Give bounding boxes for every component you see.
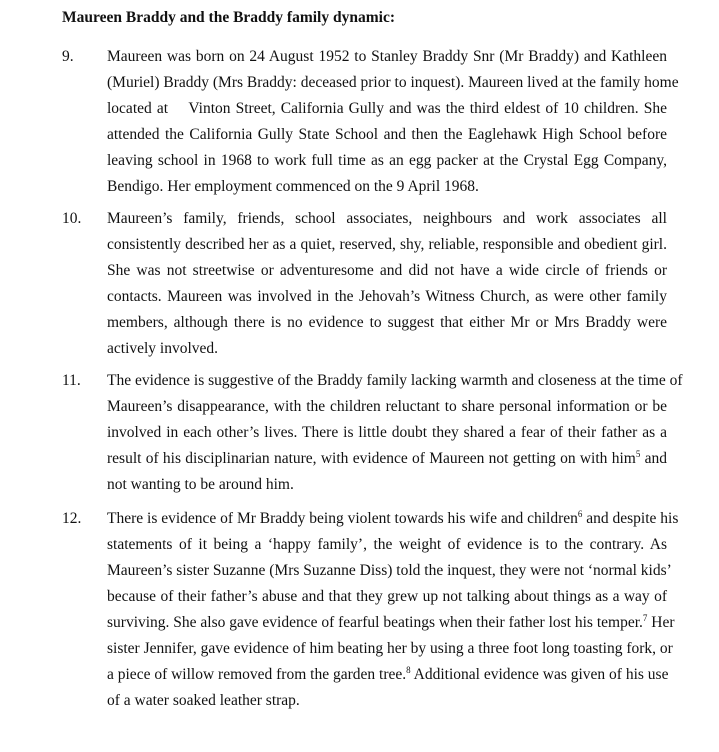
text-line: because of their father’s abuse and that they grew up not talking about things as a way of [107, 588, 667, 605]
text-line: located at Vinton Street, California Gully and was the third eldest of 10 children. She [107, 100, 667, 117]
text-line: leaving school in 1968 to work full time as an egg packer at the Crystal Egg Company, [107, 152, 667, 169]
text-line: Maureen’s sister Suzanne (Mrs Suzanne Diss) told the inquest, they were not ‘normal kids’ [107, 562, 672, 579]
text-line: of a water soaked leather strap. [107, 692, 300, 709]
text-segment: and [644, 450, 667, 467]
text-segment: surviving. She also gave evidence of fearful beatings when their father lost his temper. [107, 614, 643, 631]
paragraph-text [107, 206, 667, 362]
text-line: sister Jennifer, gave evidence of him beating her by using a three foot long toasting fork, or [107, 640, 673, 657]
footnote-ref-6: 6 [577, 509, 583, 519]
text-segment: Her [651, 614, 675, 631]
footnote-ref-5: 5 [635, 449, 641, 459]
text-line: Maureen’s family, friends, school associates, neighbours and work associates all [107, 210, 667, 227]
text-line [107, 446, 667, 472]
text-line [107, 610, 675, 636]
footnote-ref-7: 7 [642, 613, 648, 623]
text-line: attended the California Gully State School and then the Eaglehawk High School before [107, 126, 667, 143]
text-line [107, 506, 679, 532]
text-segment: Additional evidence was given of his use [413, 666, 669, 683]
text-line: members, although there is no evidence to suggest that either Mr or Mrs Braddy were [107, 314, 667, 331]
paragraph-number: 12. [62, 510, 82, 527]
text-line: (Muriel) Braddy (Mrs Braddy: deceased prior to inquest). Maureen lived at the family home [107, 74, 679, 91]
text-segment: result of his disciplinarian nature, with evidence of Maureen not getting on with him [107, 450, 636, 467]
paragraph-number: 10. [62, 210, 82, 227]
text-line: Maureen’s disappearance, with the children reluctant to share personal information or be [107, 398, 667, 415]
paragraph-text [107, 44, 679, 200]
text-line: Bendigo. Her employment commenced on the 9 April 1968. [107, 178, 479, 195]
text-line: Maureen was born on 24 August 1952 to Stanley Braddy Snr (Mr Braddy) and Kathleen [107, 48, 667, 65]
paragraph-number: 11. [62, 372, 81, 389]
text-line: statements of it being a ‘happy family’, the weight of evidence is to the contrary. As [107, 536, 667, 553]
paragraph-text [107, 368, 683, 498]
paragraph-text [107, 506, 679, 714]
text-line: actively involved. [107, 340, 219, 357]
section-heading: Maureen Braddy and the Braddy family dynamic: [62, 9, 395, 26]
text-segment: There is evidence of Mr Braddy being violent towards his wife and children [107, 510, 578, 527]
text-line: not wanting to be around him. [107, 476, 294, 493]
text-line: The evidence is suggestive of the Braddy family lacking warmth and closeness at the time of [107, 372, 683, 389]
text-line: consistently described her as a quiet, reserved, shy, reliable, responsible and obedient girl. [107, 236, 667, 253]
text-segment: a piece of willow removed from the garden tree. [107, 666, 407, 683]
text-line: involved in each other’s lives. There is little doubt they shared a fear of their father as a [107, 424, 667, 441]
text-segment: and despite his [586, 510, 679, 527]
text-line: She was not streetwise or adventuresome and did not have a wide circle of friends or [107, 262, 667, 279]
footnote-ref-8: 8 [406, 665, 411, 675]
text-line [107, 662, 667, 688]
text-line: contacts. Maureen was involved in the Jehovah’s Witness Church, as were other family [107, 288, 667, 305]
paragraph-number: 9. [62, 48, 74, 65]
